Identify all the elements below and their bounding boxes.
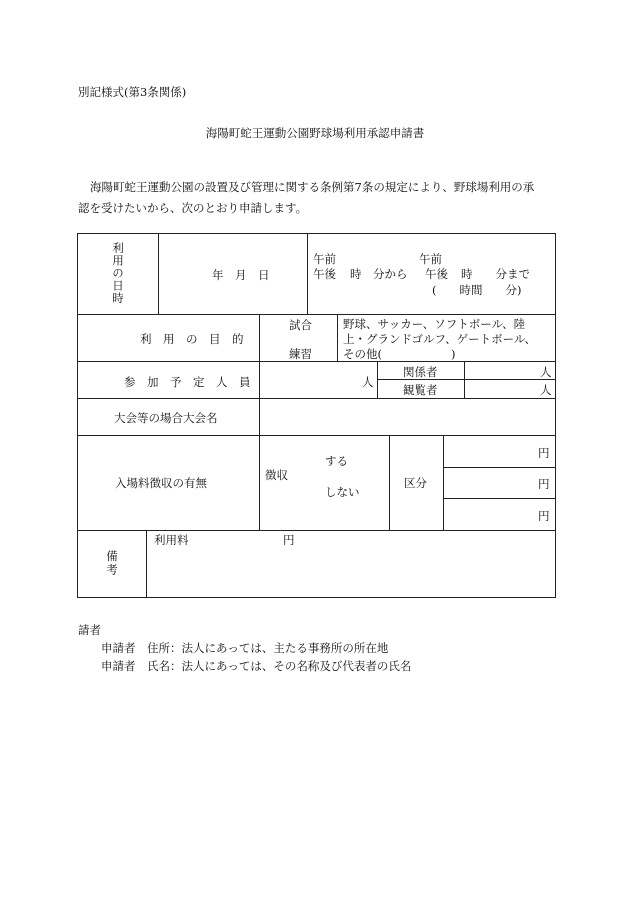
end-pm-option[interactable]: 午後: [425, 267, 448, 281]
participants-unit: 人: [362, 375, 374, 389]
row-divider: [77, 435, 556, 436]
intro-line-2: 認を受けたいから、次のとおり申請します。: [78, 201, 308, 215]
remarks-label: 備考: [105, 550, 119, 577]
start-pm-option[interactable]: 午後: [313, 267, 336, 281]
table-border-top: [77, 233, 556, 234]
tournament-name-label: 大会等の場合大会名: [114, 411, 218, 425]
admission-yes-option[interactable]: する: [325, 454, 348, 468]
purpose-detail-line-2: 上・グランドゴルフ、ゲートボール、: [343, 332, 536, 346]
cell-divider: [443, 498, 556, 499]
spectators-unit: 人: [540, 383, 552, 397]
cell-divider: [389, 435, 390, 530]
admission-yen-1: 円: [538, 446, 550, 460]
row-divider: [77, 361, 556, 362]
spectators-label: 観覧者: [403, 383, 438, 397]
purpose-label: 利 用 の 目 的: [140, 332, 244, 346]
admission-category-label: 区分: [404, 476, 427, 490]
usage-datetime-label: 利用の日時: [111, 242, 125, 305]
table-border-bottom: [77, 597, 556, 598]
intro-line-1: 海陽町蛇王運動公園の設置及び管理に関する条例第7条の規定により、野球場利用の承: [90, 180, 535, 194]
usage-fee-label: 利用料: [154, 533, 189, 547]
row-divider: [77, 398, 556, 399]
footer-heading: 請者: [78, 623, 101, 637]
staff-unit: 人: [540, 365, 552, 379]
purpose-detail-line-1: 野球、サッカー、ソフトボール、陸: [343, 317, 526, 331]
cell-divider: [158, 233, 159, 314]
purpose-practice-option[interactable]: 練習: [289, 347, 312, 361]
staff-label: 関係者: [403, 365, 438, 379]
end-am-option[interactable]: 午前: [419, 252, 442, 266]
usage-fee-unit: 円: [283, 533, 295, 547]
start-time-field[interactable]: 時 分から: [350, 267, 408, 281]
applicant-address-line: 申請者 住所：法人にあっては、主たる事務所の所在地: [101, 641, 389, 655]
purpose-match-option[interactable]: 試合: [289, 318, 312, 332]
cell-divider: [443, 435, 444, 530]
admission-yen-3: 円: [538, 509, 550, 523]
admission-yen-2: 円: [538, 477, 550, 491]
row-divider: [77, 314, 556, 315]
cell-divider: [259, 398, 260, 435]
usage-date-field[interactable]: 年 月 日: [212, 268, 270, 282]
end-time-field[interactable]: 時 分まで: [461, 267, 530, 281]
duration-field[interactable]: ( 時間 分): [432, 283, 522, 297]
table-border-right: [555, 233, 556, 598]
start-am-option[interactable]: 午前: [313, 252, 336, 266]
cell-divider: [146, 530, 147, 597]
admission-fee-label: 入場料徴収の有無: [115, 476, 207, 490]
form-reference: 別記様式(第3条関係): [78, 85, 187, 99]
participants-label: 参 加 予 定 人 員: [124, 375, 251, 389]
applicant-name-line: 申請者 氏名：法人にあっては、その名称及び代表者の氏名: [101, 659, 412, 673]
cell-divider: [443, 467, 556, 468]
table-border-left: [77, 233, 78, 598]
admission-collect-label: 徴収: [265, 468, 288, 482]
cell-divider: [337, 314, 338, 361]
row-divider: [77, 530, 556, 531]
purpose-other-field[interactable]: その他( ): [343, 347, 456, 361]
cell-divider: [259, 435, 260, 530]
cell-divider: [259, 314, 260, 398]
tournament-name-field[interactable]: [262, 400, 554, 433]
cell-divider: [307, 233, 308, 314]
admission-no-option[interactable]: しない: [325, 485, 360, 499]
form-title: 海陽町蛇王運動公園野球場利用承認申請書: [205, 126, 425, 140]
